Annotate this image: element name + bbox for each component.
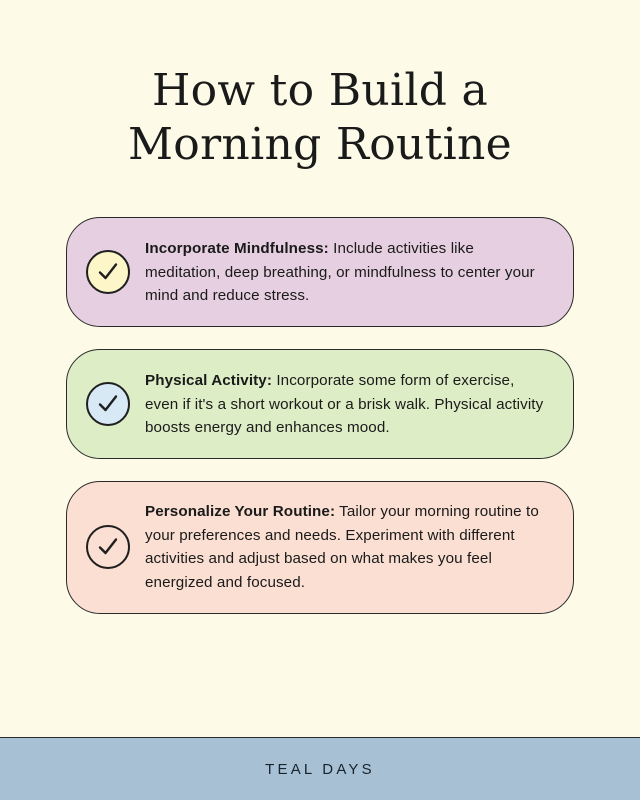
brand-name: TEAL DAYS [265,760,375,778]
check-badge [85,524,131,570]
list-item-body: Include activities like meditation, deep breathing, or mindfulness to center your mind and reduce stress. [145,240,535,305]
footer-bar [0,737,640,800]
list-item-body: Incorporate some form of exercise, even if it's a short workout or a brisk walk. Physical activity boosts energy and enhances mood. [145,372,544,437]
list-item-heading: Personalize Your Routine: [145,503,336,521]
list-item-text [145,237,549,308]
page-title-line-2: Morning Routine [127,118,513,170]
page-title [0,0,640,171]
tips-list [0,217,640,613]
list-item-text [145,500,549,594]
list-item-body: Tailor your morning routine to your preferences and needs. Experiment with different activities and adjust based on what makes you feel energized and focused. [145,503,539,592]
page-title-line-1: How to Build a [151,65,489,116]
list-item-heading: Physical Activity: [145,372,273,389]
list-item [66,217,574,327]
check-badge [85,249,131,295]
check-icon [86,250,130,294]
list-item [66,481,574,613]
list-item-text [145,369,549,440]
check-icon [86,525,130,569]
check-badge [85,381,131,427]
list-item-heading: Incorporate Mindfulness: [145,240,329,257]
check-icon [86,382,130,426]
list-item [66,349,574,459]
